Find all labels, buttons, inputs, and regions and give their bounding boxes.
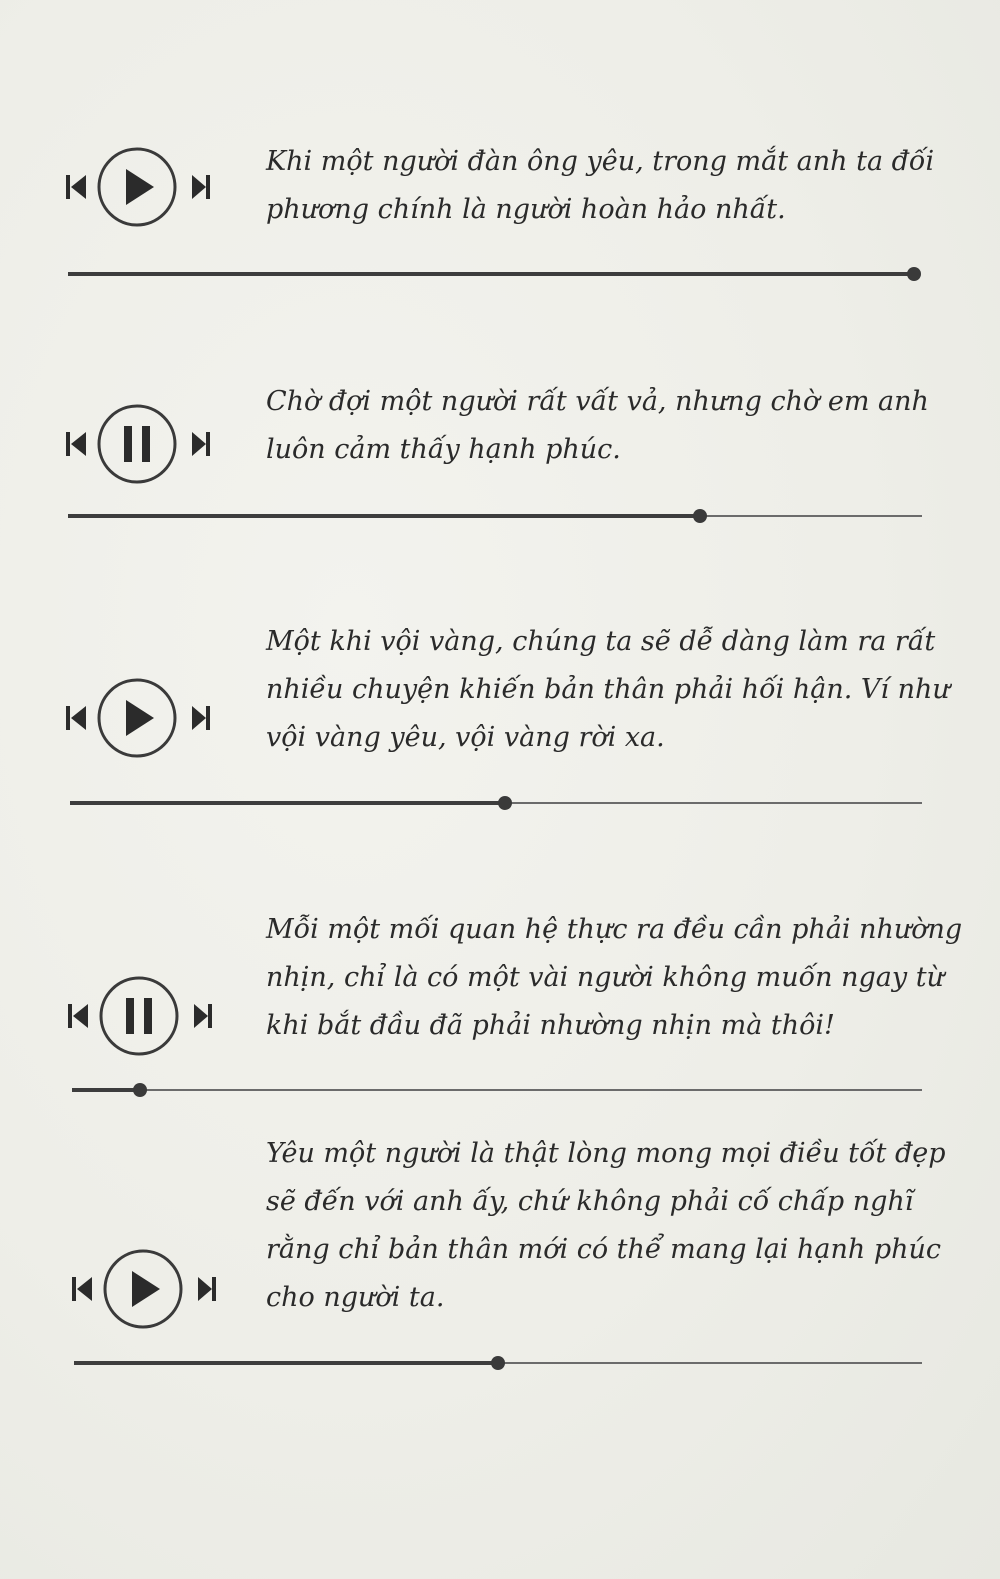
progress-fill (74, 1361, 498, 1365)
player-controls (60, 402, 220, 486)
quote-line: luôn cảm thấy hạnh phúc. (266, 434, 621, 465)
player-controls (66, 1247, 226, 1331)
player-controls (60, 676, 220, 760)
player-controls (60, 145, 220, 229)
progress-knob[interactable] (907, 267, 921, 281)
quote-line: khi bắt đầu đã phải nhường nhịn mà thôi! (266, 1010, 835, 1041)
quote-line: Mỗi một mối quan hệ thực ra đều cần phải nhường (266, 914, 963, 945)
progress-fill (70, 801, 505, 805)
quote-text (266, 906, 963, 1050)
progress-knob[interactable] (491, 1356, 505, 1370)
quote-line: vội vàng yêu, vội vàng rời xa. (266, 722, 665, 753)
quote-line: phương chính là người hoàn hảo nhất. (266, 194, 786, 225)
play-icon[interactable] (99, 680, 175, 756)
quote-line: Yêu một người là thật lòng mong mọi điều tốt đẹp (266, 1138, 946, 1169)
quote-line: sẽ đến với anh ấy, chứ không phải cố chấp nghĩ (266, 1186, 914, 1217)
skip-next-icon[interactable] (192, 432, 210, 456)
quote-text (266, 1130, 946, 1322)
skip-previous-icon[interactable] (66, 432, 86, 456)
quote-line: nhịn, chỉ là có một vài người không muốn ngay từ (266, 962, 944, 993)
skip-next-icon[interactable] (194, 1004, 212, 1028)
quote-text (266, 138, 935, 234)
skip-next-icon[interactable] (192, 175, 210, 199)
skip-previous-icon[interactable] (72, 1277, 92, 1301)
quote-line: Một khi vội vàng, chúng ta sẽ dễ dàng làm ra rất (266, 626, 936, 657)
progress-knob[interactable] (133, 1083, 147, 1097)
progress-track[interactable] (74, 1362, 922, 1364)
player-controls (62, 974, 222, 1058)
pause-icon[interactable] (99, 406, 175, 482)
progress-fill (68, 514, 700, 518)
skip-previous-icon[interactable] (66, 175, 86, 199)
progress-track[interactable] (72, 1089, 922, 1091)
quote-text (266, 378, 929, 474)
progress-track[interactable] (68, 273, 914, 275)
quote-text (266, 618, 950, 762)
progress-track[interactable] (70, 802, 922, 804)
progress-knob[interactable] (693, 509, 707, 523)
skip-previous-icon[interactable] (68, 1004, 88, 1028)
progress-fill (68, 272, 914, 276)
quote-line: Chờ đợi một người rất vất vả, nhưng chờ em anh (266, 386, 929, 417)
progress-fill (72, 1088, 140, 1092)
progress-track[interactable] (68, 515, 922, 517)
skip-next-icon[interactable] (198, 1277, 216, 1301)
play-icon[interactable] (105, 1251, 181, 1327)
play-icon[interactable] (99, 149, 175, 225)
skip-previous-icon[interactable] (66, 706, 86, 730)
skip-next-icon[interactable] (192, 706, 210, 730)
quote-line: cho người ta. (266, 1282, 445, 1313)
quote-line: nhiều chuyện khiến bản thân phải hối hận. Ví như (266, 674, 950, 705)
progress-knob[interactable] (498, 796, 512, 810)
quote-line: rằng chỉ bản thân mới có thể mang lại hạnh phúc (266, 1234, 942, 1265)
pause-icon[interactable] (101, 978, 177, 1054)
quote-line: Khi một người đàn ông yêu, trong mắt anh ta đối (266, 146, 935, 177)
